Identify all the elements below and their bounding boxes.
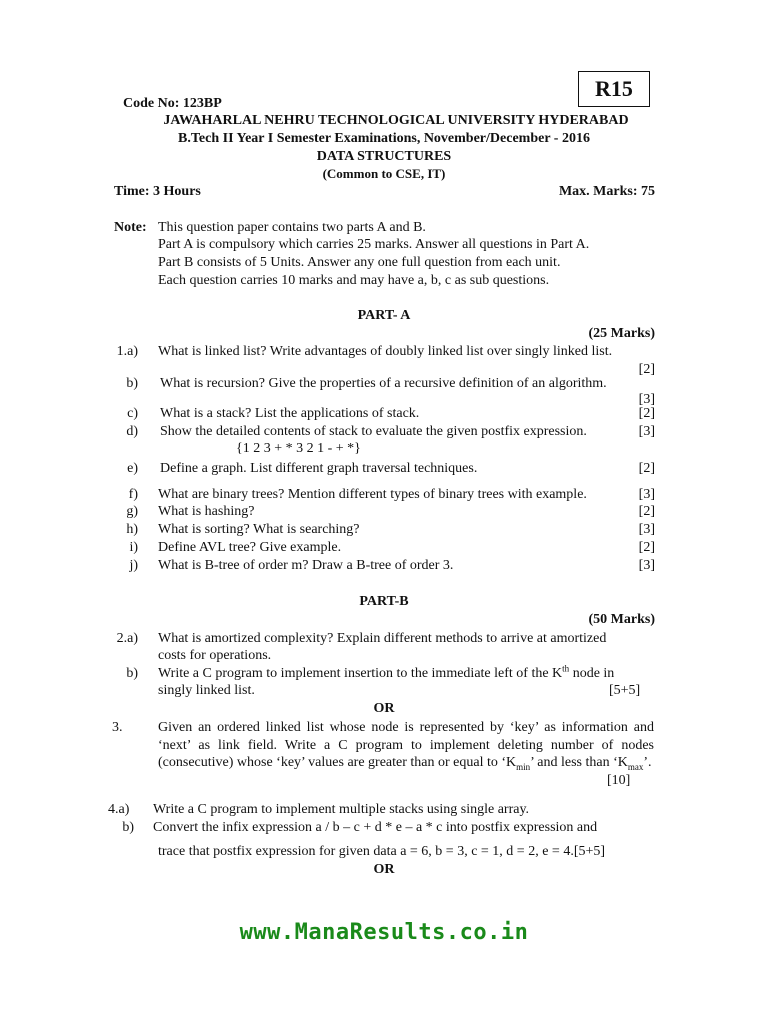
question-marks: [3]	[638, 487, 655, 502]
question-number: b)	[126, 666, 138, 681]
question-marks: [2]	[638, 461, 655, 476]
question-text: Define a graph. List different graph traversal techniques.	[160, 461, 478, 476]
regulation-box: R15	[578, 71, 650, 107]
exam-title: B.Tech II Year I Semester Examinations, November/December - 2016	[178, 131, 590, 146]
question-text: What are binary trees? Mention different types of binary trees with example.	[158, 487, 587, 502]
text-part: ’ and less than ‘K	[530, 755, 628, 770]
part-b-title: PART-B	[359, 594, 409, 609]
question-marks: [2]	[638, 406, 655, 421]
question-text: singly linked list.	[158, 683, 255, 698]
question-marks: [3]	[638, 558, 655, 573]
postfix-expression: {1 2 3 + * 3 2 1 - + *}	[236, 441, 361, 456]
subject-title: DATA STRUCTURES	[316, 149, 452, 164]
question-number: 3.	[112, 720, 123, 735]
time-label: Time: 3 Hours	[114, 184, 201, 199]
question-number: f)	[128, 487, 138, 502]
question-text: What is linked list? Write advantages of doubly linked list over singly linked list.	[158, 344, 613, 359]
question-number: e)	[127, 461, 138, 476]
superscript: th	[562, 663, 570, 674]
question-text: trace that postfix expression for given data a = 6, b = 3, c = 1, d = 2, e = 4.[5+5]	[158, 844, 606, 859]
question-text	[158, 719, 654, 772]
part-a-title: PART- A	[357, 308, 411, 323]
university-name: JAWAHARLAL NEHRU TECHNOLOGICAL UNIVERSITY HYDERABAD	[163, 113, 629, 128]
question-text: Write a C program to implement multiple stacks using single array.	[153, 802, 530, 817]
question-number: d)	[126, 424, 138, 439]
max-marks-label: Max. Marks: 75	[558, 184, 655, 199]
question-number: j)	[129, 558, 138, 573]
question-marks: [2]	[638, 504, 655, 519]
question-number: i)	[129, 540, 138, 555]
code-number: Code No: 123BP	[123, 96, 222, 111]
question-text: What is recursion? Give the properties of a recursive definition of an algorithm.	[160, 376, 607, 391]
question-text: What is B-tree of order m? Draw a B-tree of order 3.	[158, 558, 454, 573]
website-watermark: www.ManaResults.co.in	[239, 920, 529, 945]
question-marks: [5+5]	[609, 683, 641, 698]
question-text: Define AVL tree? Give example.	[158, 540, 342, 555]
note-line: Part B consists of 5 Units. Answer any one full question from each unit.	[158, 255, 561, 270]
text-part: Write a C program to implement insertion to the immediate left of the K	[158, 666, 563, 681]
question-number: h)	[126, 522, 138, 537]
question-marks: [2]	[638, 362, 655, 377]
part-b-marks: (50 Marks)	[588, 612, 655, 627]
note-line: This question paper contains two parts A and B.	[158, 220, 426, 235]
question-number: 4.a)	[108, 802, 130, 817]
or-separator: OR	[373, 701, 395, 716]
question-text: What is amortized complexity? Explain different methods to arrive at amortized	[158, 631, 607, 646]
question-marks: [3]	[638, 424, 655, 439]
question-text: What is a stack? List the applications of stack.	[160, 406, 420, 421]
question-text: Show the detailed contents of stack to evaluate the given postfix expression.	[160, 424, 587, 439]
question-number: g)	[126, 504, 138, 519]
question-marks: [10]	[607, 773, 631, 788]
question-marks: [3]	[638, 392, 655, 407]
note-line: Each question carries 10 marks and may have a, b, c as sub questions.	[158, 273, 550, 288]
question-marks: [2]	[638, 540, 655, 555]
question-number: 1.a)	[116, 344, 138, 359]
common-to: (Common to CSE, IT)	[322, 166, 446, 181]
question-number: b)	[126, 376, 138, 391]
question-number: c)	[127, 406, 138, 421]
text-part: Given an ordered linked list whose node is represented by ‘key’ as information and ‘next’ as link field. Write a C program to implement deleting number of nodes (consecutive) whose ‘key’ values are greater than or equal to ‘K	[158, 720, 654, 770]
or-separator: OR	[373, 862, 395, 877]
subscript: max	[627, 761, 644, 772]
question-text: What is hashing?	[158, 504, 255, 519]
note-line: Part A is compulsory which carries 25 marks. Answer all questions in Part A.	[158, 237, 590, 252]
note-label: Note:	[114, 220, 147, 235]
question-marks: [3]	[638, 522, 655, 537]
text-part: ’.	[643, 755, 652, 770]
question-number: b)	[122, 820, 134, 835]
question-text: costs for operations.	[158, 648, 272, 663]
question-number: 2.a)	[116, 631, 138, 646]
question-text	[158, 665, 614, 682]
subscript: min	[516, 761, 531, 772]
part-a-marks: (25 Marks)	[588, 326, 655, 341]
question-text: What is sorting? What is searching?	[158, 522, 360, 537]
text-part: node in	[569, 666, 615, 681]
question-text: Convert the infix expression a / b – c + d * e – a * c into postfix expression and	[153, 820, 598, 835]
